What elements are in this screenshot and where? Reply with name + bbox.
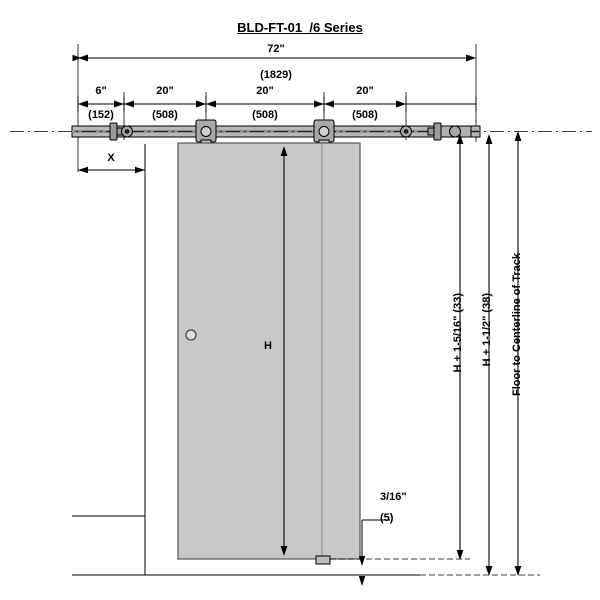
floor-to-centerline-label: Floor to Centerline of Track (511, 253, 523, 397)
segment-1-inches: 6" (95, 85, 107, 97)
overall-width-mm: (1829) (260, 69, 292, 81)
overall-width-inches: 72" (267, 43, 285, 55)
height-plus-1-5-16-label: H + 1-5/16" (33) (452, 293, 464, 373)
gap-inches-label: 3/16" (380, 491, 407, 503)
drawing-title: BLD-FT-01_/6 Series (237, 20, 363, 35)
segment-4-inches: 20" (356, 85, 374, 97)
door-height-label: H (264, 340, 272, 352)
gap-mm-label: (5) (380, 512, 394, 524)
height-plus-1-1-2-label: H + 1-1/2" (38) (481, 293, 493, 367)
segment-2-mm: (508) (152, 109, 178, 121)
segment-2-inches: 20" (156, 85, 174, 97)
segment-4-mm: (508) (352, 109, 378, 121)
offset-x-label: X (107, 152, 115, 164)
segment-3-inches: 20" (256, 85, 274, 97)
segment-1-mm: (152) (88, 109, 114, 121)
segment-3-mm: (508) (252, 109, 278, 121)
